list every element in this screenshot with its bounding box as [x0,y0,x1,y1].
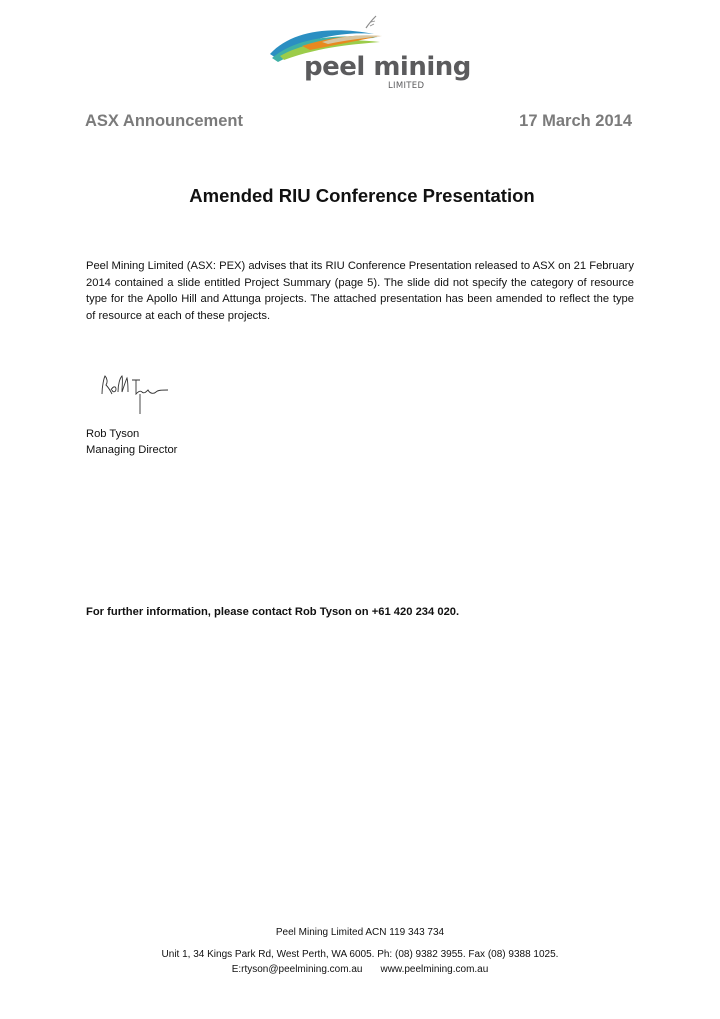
logo-name: peel mining [304,52,471,82]
footer-email[interactable]: E:rtyson@peelmining.com.au [231,964,363,975]
footer-address: Unit 1, 34 Kings Park Rd, West Perth, WA 6005. Ph: (08) 9382 3955. Fax (08) 9388 1025. [161,949,559,960]
body-paragraph: Peel Mining Limited (ASX: PEX) advises that its RIU Conference Presentation released to ASX on 21 February 2014 contained a slide entitled Project Summary (page 5). The slide did not specify the category of resource type for the Apollo Hill and Attunga projects. The attached presentation has been amended to reflect the type of resource at each of these projects. [86,260,634,322]
footer-company: Peel Mining Limited ACN 119 343 734 [275,927,445,938]
contact-line: For further information, please contact Rob Tyson on +61 420 234 020. [86,606,460,618]
announcement-date: 17 March 2014 [519,112,632,130]
signer-name: Rob Tyson [86,428,140,440]
page-title: Amended RIU Conference Presentation [189,185,535,206]
announcement-label: ASX Announcement [85,112,243,130]
footer-website[interactable]: www.peelmining.com.au [380,964,489,975]
signer-title: Managing Director [86,444,178,456]
footer-contact [0,964,720,975]
company-logo [262,12,471,92]
handwritten-signature-icon [96,372,176,420]
logo-subtitle: LIMITED [388,81,425,91]
